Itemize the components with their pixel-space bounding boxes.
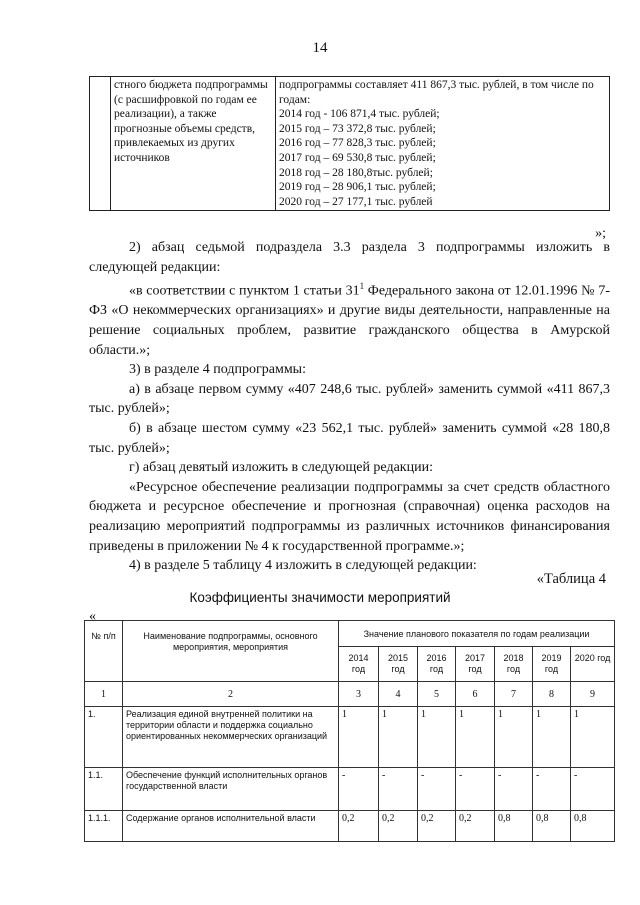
closing-quote: »; — [595, 226, 606, 241]
row-value: 1 — [533, 707, 571, 768]
header-name: Наименование подпрограммы, основного мероприятия, мероприятия — [123, 621, 339, 682]
column-number: 3 — [339, 682, 379, 707]
year-header: 2019 год — [533, 647, 571, 682]
row-name: Реализация единой внутренней политики на территории области и поддержка социально ориентированных некоммерческих организаций — [123, 707, 339, 768]
law-superscript: 1 — [359, 281, 365, 292]
year-header: 2018 год — [495, 647, 533, 682]
table-row — [85, 707, 615, 768]
paragraph-3g: г) абзац девятый изложить в следующей редакции: — [129, 460, 433, 476]
budget-line: 2020 год – 27 177,1 тыс. рублей — [279, 195, 433, 208]
row-no: 1.1.1. — [85, 811, 123, 842]
row-value: 0,2 — [456, 811, 495, 842]
row-value: 1 — [456, 707, 495, 768]
year-header: 2016 год — [418, 647, 456, 682]
row-name: Обеспечение функций исполнительных органов государственной власти — [123, 768, 339, 811]
budget-line: подпрограммы составляет 411 867,3 тыс. рублей, в том числе по годам: — [279, 79, 594, 106]
paragraph-3b: б) в абзаце шестом сумму «23 562,1 тыс. рублей» заменить суммой «28 180,8 тыс. рублей»; — [89, 421, 610, 456]
column-number: 9 — [571, 682, 615, 707]
budget-line: 2019 год – 28 906,1 тыс. рублей; — [279, 181, 436, 194]
open-quote: « — [89, 609, 96, 624]
budget-table-empty-cell — [90, 77, 111, 211]
budget-table-left-cell: стного бюджета подпрограммы (с расшифровкой по годам ее реализации), а также прогнозные объемы средств, привлекаемых из других источников — [111, 77, 276, 211]
budget-line: 2014 год - 106 871,4 тыс. рублей; — [279, 108, 440, 121]
row-value: - — [339, 768, 379, 811]
year-header: 2020 год — [571, 647, 615, 682]
row-no: 1. — [85, 707, 123, 768]
paragraph-2: 2) абзац седьмой подраздела 3.3 раздела 3 подпрограммы изложить в следующей редакции: — [89, 240, 610, 275]
column-number: 7 — [495, 682, 533, 707]
row-value: - — [571, 768, 615, 811]
row-value: 0,2 — [418, 811, 456, 842]
header-no: № п/п — [85, 621, 123, 682]
table-row — [85, 811, 615, 842]
column-number: 1 — [85, 682, 123, 707]
year-header: 2017 год — [456, 647, 495, 682]
paragraph-3: 3) в разделе 4 подпрограммы: — [129, 362, 306, 378]
row-name: Содержание органов исполнительной власти — [123, 811, 339, 842]
coefficients-table — [84, 620, 615, 842]
table-label: «Таблица 4 — [536, 571, 606, 587]
row-value: - — [495, 768, 533, 811]
budget-line: 2016 год – 77 828,3 тыс. рублей; — [279, 137, 436, 150]
column-number: 8 — [533, 682, 571, 707]
page-number: 14 — [312, 40, 328, 56]
table-title: Коэффициенты значимости мероприятий — [189, 590, 451, 605]
row-value: 0,8 — [495, 811, 533, 842]
row-value: 1 — [339, 707, 379, 768]
row-value: 1 — [571, 707, 615, 768]
row-value: 1 — [495, 707, 533, 768]
row-no: 1.1. — [85, 768, 123, 811]
row-value: - — [456, 768, 495, 811]
column-number: 4 — [379, 682, 418, 707]
paragraph-resource: «Ресурсное обеспечение реализации подпрограммы за счет средств областного бюджета и ресурсное обеспечение и прогнозная (справочная) оценка расходов на реализацию мероприятий подпрограммы из различных источников финансирования приведены в приложении № 4 к государственной программе.»; — [89, 479, 610, 554]
row-value: 0,8 — [571, 811, 615, 842]
budget-table-right-cell — [276, 77, 610, 211]
budget-line: 2015 год – 73 372,8 тыс. рублей; — [279, 122, 436, 135]
year-header: 2014 год — [339, 647, 379, 682]
row-value: - — [379, 768, 418, 811]
row-value: 0,2 — [339, 811, 379, 842]
row-value: 1 — [418, 707, 456, 768]
paragraph-4: 4) в разделе 5 таблицу 4 изложить в следующей редакции: — [129, 558, 477, 574]
paragraph-3a: а) в абзаце первом сумму «407 248,6 тыс. рублей» заменить суммой «411 867,3 тыс. рублей»; — [89, 381, 610, 417]
column-number: 5 — [418, 682, 456, 707]
budget-line: 2017 год – 69 530,8 тыс. рублей; — [279, 151, 436, 164]
column-number: 2 — [123, 682, 339, 707]
budget-table — [89, 76, 610, 211]
row-value: - — [418, 768, 456, 811]
table-row — [85, 768, 615, 811]
budget-line: 2018 год – 28 180,8тыс. рублей; — [279, 166, 433, 179]
row-value: - — [533, 768, 571, 811]
row-value: 0,8 — [533, 811, 571, 842]
paragraph-quote-law — [89, 277, 610, 360]
law-text-b: Федерального закона от 12.01.1996 № 7-ФЗ «О некоммерческих организациях» и другие виды деятельности, направленные на решение социальных проблем, развитие гражданского общества в Амурской области.»; — [89, 283, 610, 358]
document-body — [89, 238, 610, 576]
header-value: Значение планового показателя по годам реализации — [339, 621, 615, 647]
column-number: 6 — [456, 682, 495, 707]
law-text-a: «в соответствии с пунктом 1 статьи 31 — [129, 283, 360, 299]
row-value: 1 — [379, 707, 418, 768]
row-value: 0,2 — [379, 811, 418, 842]
year-header: 2015 год — [379, 647, 418, 682]
